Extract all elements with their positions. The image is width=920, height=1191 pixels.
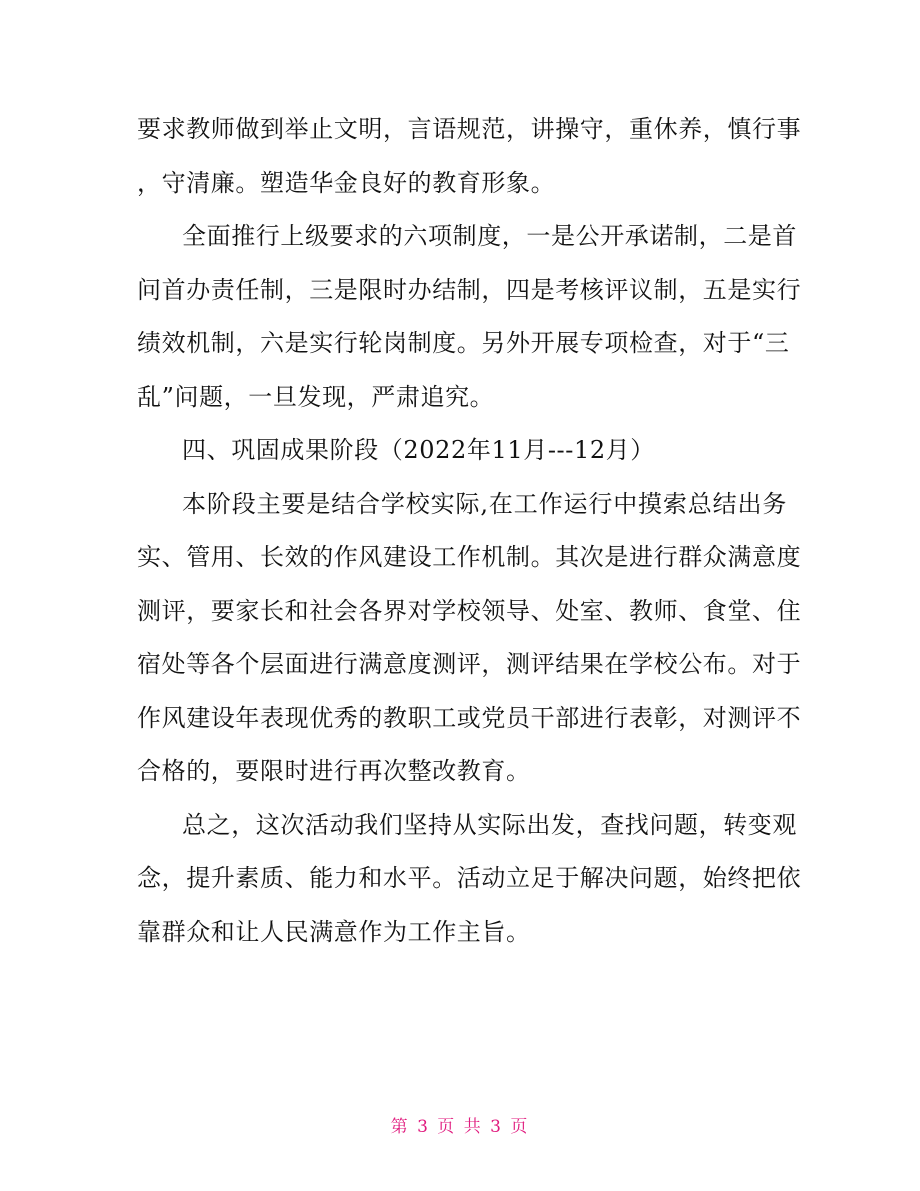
paragraph-start-line: 本阶段主要是结合学校实际,在工作运行中摸索总结出务 [182,489,787,518]
paragraph-start-line: 总之，这次活动我们坚持从实际出发，查找问题，转变观 [182,810,797,839]
text-line: 实、管用、长效的作风建设工作机制。其次是进行群众满意度 [137,543,802,571]
text-line: 乱”问题，一旦发现，严肃追究。 [137,382,495,411]
text-line: 靠群众和让人民满意作为工作主旨。 [137,917,531,946]
text-line: 绩效机制，六是实行轮岗制度。另外开展专项检查，对于“三 [137,329,790,357]
text-line: 合格的，要限时进行再次整改教育。 [137,757,531,785]
text-line: 念，提升素质、能力和水平。活动立足于解决问题，始终把依 [137,864,802,892]
text-line: 要求教师做到举止文明，言语规范，讲操守，重休养，慎行事 [137,115,802,143]
page-number-footer: 第 3 页 共 3 页 [390,1117,530,1137]
paragraph-start-line: 全面推行上级要求的六项制度，一是公开承诺制，二是首 [182,222,797,250]
section-heading: 四、巩固成果阶段（2022年11月---12月） [182,436,655,464]
text-line: 测评，要家长和社会各界对学校领导、处室、教师、食堂、住 [137,596,802,625]
document-body [137,103,802,959]
text-line: 问首办责任制，三是限时办结制，四是考核评议制，五是实行 [137,275,802,304]
text-line: 作风建设年表现优秀的教职工或党员干部进行表彰，对测评不 [137,703,802,732]
text-line: 宿处等各个层面进行满意度测评，测评结果在学校公布。对于 [137,650,802,678]
text-line: ，守清廉。塑造华金良好的教育形象。 [137,168,556,197]
